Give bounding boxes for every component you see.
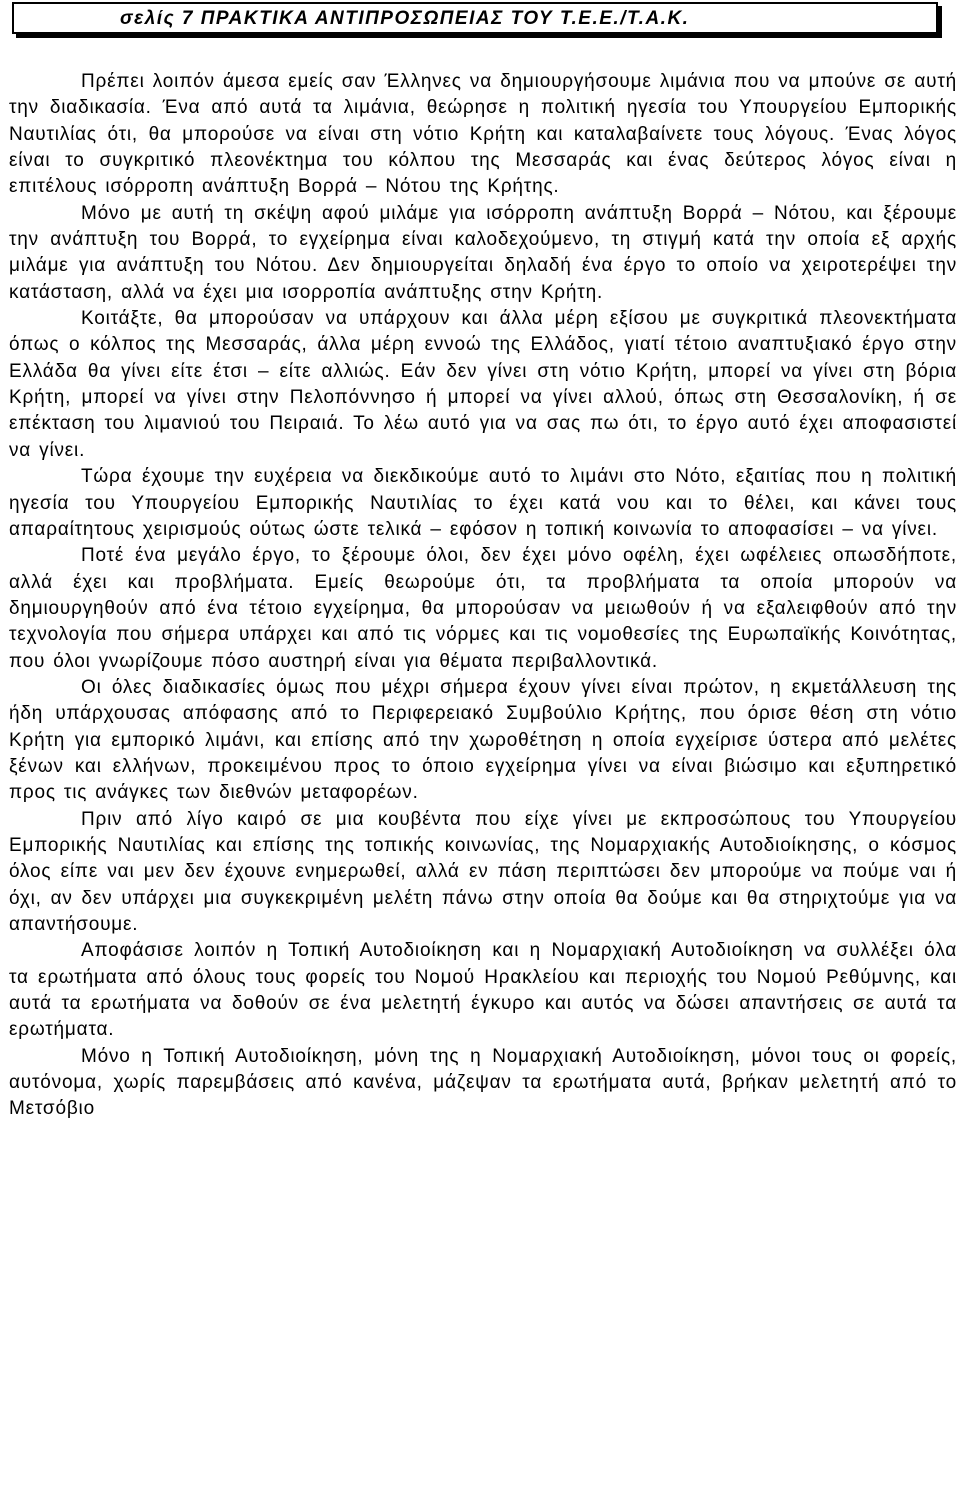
page-header	[12, 2, 938, 34]
page-header-title: σελίς 7 ΠΡΑΚΤΙΚΑ ΑΝΤΙΠΡΟΣΩΠΕΙΑΣ ΤΟΥ Τ.Ε.Ε./Τ.Α.Κ.	[120, 8, 690, 29]
document-body	[9, 69, 957, 1123]
paragraph-6: Οι όλες διαδικασίες όμως που μέχρι σήμερα έχουν γίνει είναι πρώτον, η εκμετάλλευση της ήδη υπάρχουσας απόφασης από το Περιφερειακό Συμβούλιο Κρήτης, που όρισε θέση στη νότιο Κρήτη για εμπορικό λιμάνι, και επίσης από την χωροθέτηση η οποία εγχείρισε ύστερα από μελέτες ξένων και ελλήνων, προκειμένου προς το όποιο εγχείρημα γίνει να είναι βιώσιμο και εξυπηρετικό προς τις ανάγκες των διεθνών μεταφορέων.	[9, 676, 957, 804]
paragraph-7: Πριν από λίγο καιρό σε μια κουβέντα που είχε γίνει με εκπροσώπους του Υπουργείου Εμπορικής Ναυτιλίας και επίσης της τοπικής κοινωνίας, της Νομαρχιακής Αυτοδιοίκησης, ο κόσμος όλος είπε ναι μεν δεν έχουνε ενημερωθεί, αλλά εν πάση περιπτώσει δεν μπορούμε να πούμε ναι ή όχι, αν δεν υπάρχει μια συγκεκριμένη μελέτη πάνω στην οποία θα δούμε και θα στηριχτούμε για να απαντήσουμε.	[9, 808, 957, 935]
paragraph-9: Μόνο η Τοπική Αυτοδιοίκηση, μόνη της η Νομαρχιακή Αυτοδιοίκηση, μόνοι τους οι φορείς, αυτόνομα, χωρίς παρεμβάσεις από κανένα, μάζεψαν τα ερωτήματα αυτά, βρήκαν μελετητή από το Μετσόβιο	[9, 1045, 957, 1120]
paragraph-2: Μόνο με αυτή τη σκέψη αφού μιλάμε για ισόρροπη ανάπτυξη Βορρά – Νότου, και ξέρουμε την ανάπτυξη του Βορρά, το εγχείρημα είναι καλοδεχούμενο, τη στιγμή κατά την οποία εξ αρχής μιλάμε για ανάπτυξη του Νότου. Δεν δημιουργείται δηλαδή ένα έργο το οποίο να χειροτερέψει την κατάσταση, αλλά να έχει μια ισορροπία ανάπτυξης στην Κρήτη.	[9, 202, 957, 303]
paragraph-3: Κοιτάξτε, θα μπορούσαν να υπάρχουν και άλλα μέρη εξίσου με συγκριτικά πλεονεκτήματα όπως ο κόλπος της Μεσσαράς, άλλα μέρη εννοώ της Ελλάδος, γιατί τέτοιο αναπτυξιακό έργο στην Ελλάδα θα γίνει είτε έτσι – είτε αλλιώς. Εάν δεν γίνει στη νότιο Κρήτη, μπορεί να γίνει στη βόρια Κρήτη, μπορεί να γίνει στην Πελοπόννησο ή μπορεί να γίνει αλλού, όπως στη Θεσσαλονίκη, ή σε επέκταση του λιμανιού του Πειραιά. Το λέω αυτό για να σας πω ότι, το έργο αυτό έχει αποφασιστεί να γίνει.	[9, 308, 957, 461]
paragraph-4: Τώρα έχουμε την ευχέρεια να διεκδικούμε αυτό το λιμάνι στο Νότο, εξαιτίας που η πολιτική ηγεσία του Υπουργείου Εμπορικής Ναυτιλίας το έχει κατά νου και το θέλει, και κάνει τους απαραίτητους χειρισμούς ούτως ώστε τελικά – εφόσον η τοπική κοινωνία το αποφασίσει – να γίνει.	[9, 466, 957, 540]
paragraph-5: Ποτέ ένα μεγάλο έργο, το ξέρουμε όλοι, δεν έχει μόνο οφέλη, έχει ωφέλειες οπωσδήποτε, αλλά έχει και προβλήματα. Εμείς θεωρούμε ότι, τα προβλήματα τα οποία μπορούν να δημιουργηθούν από ένα τέτοιο εγχείρημα, θα μπορούσαν να μειωθούν ή να εξαλειφθούν από την τεχνολογία που σήμερα υπάρχει και από τις νόρμες και τις νομοθεσίες της Ευρωπαϊκής Κοινότητας, που όλοι γνωρίζουμε πόσο αυστηρή είναι για θέματα περιβαλλοντικά.	[9, 545, 957, 672]
paragraph-1: Πρέπει λοιπόν άμεσα εμείς σαν Έλληνες να δημιουργήσουμε λιμάνια που να μπούνε σε αυτή την διαδικασία. Ένα από αυτά τα λιμάνια, θεώρησε η πολιτική ηγεσία του Υπουργείου Εμπορικής Ναυτιλίας ότι, θα μπορούσε να είναι στη νότιο Κρήτη και καταλαβαίνετε τους λόγους. Ένας λόγος είναι το συγκριτικό πλεονέκτημα του κόλπου της Μεσσαράς και ένας δεύτερος λόγος είναι η επιτέλους ισόρροπη ανάπτυξη Βορρά – Νότου της Κρήτης.	[9, 71, 957, 198]
paragraph-8: Αποφάσισε λοιπόν η Τοπική Αυτοδιοίκηση και η Νομαρχιακή Αυτοδιοίκηση να συλλέξει όλα τα ερωτήματα από όλους τους φορείς του Νομού Ηρακλείου και περιοχής του Νομού Ρεθύμνης, και αυτά τα ερωτήματα να δοθούν σε ένα μελετητή έγκυρο και αυτός να δώσει απαντήσεις σε αυτά τα ερωτήματα.	[9, 940, 957, 1041]
